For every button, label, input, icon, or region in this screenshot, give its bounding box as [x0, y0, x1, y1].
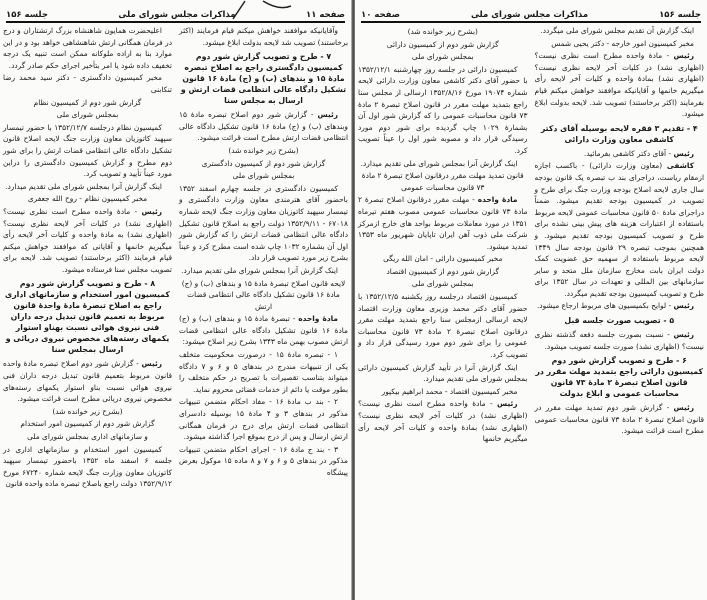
paragraph-text: اینک گزارش آن تقدیم مجلس شورای ملی میگردد. [540, 26, 694, 35]
centered-line [3, 109, 172, 121]
speaker-name: رئیس [673, 403, 694, 413]
paragraph [535, 300, 705, 312]
column-left [358, 25, 528, 446]
column-right [535, 25, 705, 446]
centered-line [179, 145, 348, 157]
paragraph [179, 349, 348, 395]
paragraph [535, 329, 705, 352]
paragraph-text: - تبصرهٔ مادهٔ ۱۵ و بندهای (ب) و (ج) مادهٔ ۱۶ قانون تشکیل دادگاه عالی انتظامی قضات ارتش مصوب بهمن ماه ۱۳۴۳ بشرح زیر اصلاح میشود: [179, 314, 348, 347]
centered-line [358, 170, 528, 193]
speaker-name: رئیس [673, 330, 694, 340]
paragraph-text: - مادهٔ واحده مطرح است نظری نیست؟ (اظهاری نشد) در کلیات آخر لایحه نظری نیست؟ (اظهاری نشد) بمادهٔ واحده و کلیات آخر لایحه رأی میگیریم خانمها و آقایانیکه موافقند خواهش میکنم قیام بفرمایند (اکثر برخاستند) تصویب شد. لایحه بدولت ابلاغ میشود. [534, 51, 704, 119]
paragraph-text: کمیسیون نظام درجلسه ۱۳۵۲/۱۲/۷ با حضور تیمسار سپهبد کاتوزیان معاون وزارت جنگ لایحه اصلاح قانون تشکیل دادگاه عالی انتظامی قضات ارتش را برای شور دوم مطرح و گزارش کمیسیون دادگستری را دراین مورد عیناً تأیید و تصویب کرد. [3, 122, 172, 179]
paragraph-text: - مادهٔ واحده مطرح است نظری نیست؟ (اظهاری نشد) در کلیات آخر لایحه نظری نیست؟ (اظهاری نشد) به مادهٔ واحده و کلیات آخر لایحه رأی میگیریم خانمها و آقایانی که موافقند خواهش میکنم قیام فرمایند (اکثر برخاستند) تصویب شد. لایحه برای تصویب مجلس سنا فرستاده میشود. [3, 206, 172, 274]
paragraph [3, 181, 172, 193]
paragraph [358, 386, 528, 398]
speaker-name: رئیس [317, 110, 338, 120]
speaker-name: مادهٔ واحده [477, 195, 518, 205]
paragraph-text: (معاون وزارت دارائی) - باکسب اجازه ازمقام ریاست، دراجرای بند ب تبصره یک قانون بودجه سال جاری لایحه اصلاح بودجه وزارت جنگ برای طرح و تصویب در کمیسیون بودجه تقدیم میشود. ضمناً دراجرای مادهٔ ۵۰ قانون محاسبات عمومی لایحه مربوط باستفاده از اعتبارات هزینه های پیش بینی نشده برای طرح و تصویب کمیسیون بودجه تقدیم میشود. و همچنین بموجب تبصره ۲۹ قانون بودجه سال ۱۳۴۹ لایحه مربوط باستفاده از سهمیه حق عضویت کمک دولت ایران بابت مخارج سازمان ملل متحد و سایر سازمانهای بین المللی و تعهدات در سال ۱۳۵۲ برای طرح و تصویب کمیسیون بودجه تقدیم میگردد. [534, 161, 704, 298]
paragraph [358, 194, 528, 252]
speaker-name: رئیس [497, 399, 518, 409]
paragraph-text: کمیسیون امور استخدام و سازمانهای اداری در جلسه ۶ اسفند ماه ۱۳۵۲ باحضور تیمسار سپهبد کاتوزیان معاون وزارت جنگ لایحه شماره ۶۷۲۴۰ مورخ ۱۳۵۲/۹/۱۲ دولت راجع باصلاح تبصره ماده واحده قانون [3, 444, 173, 489]
centered-line [358, 51, 528, 63]
paragraph-text: مخبر کمیسیون امور خارجه - دکتر یحیی شمس [551, 38, 694, 48]
paragraph [535, 402, 705, 437]
paragraph-text: - گزارش شور دوم اصلاح تبصره مادهٔ ۱۵ وبندهای (ب) و (ج) مادهٔ ۱۶ قانون تشکیل دادگاه عالی انتظامی قضات ارتش مطرح است قرائت میشود. [179, 110, 348, 143]
paragraph [3, 206, 172, 276]
centered-line [358, 26, 528, 38]
paragraph-text: ۱ - تبصره مادهٔ ۱۵ - درصورت محکومیت متخلف یکی از تنبیهات مندرج در بندهای ۵ و ۶ و ۷ دادگاه میتواند بتناسب تقصیرات با تصریح در حکم متخلف را بطور موقت یا دائم از خدمات قضائی محروم نماید. [179, 350, 348, 394]
paragraph-text: اینک گزارش آنرا بمجلس شورای ملی تقدیم میدارد. [181, 265, 338, 275]
paragraph [179, 265, 348, 277]
running-title: مذاکرات مجلس شورای ملی [470, 10, 589, 20]
paragraph-text: ۲ - بند ب مادهٔ ۱۶ - مفاد احکام متضمن تنبیهات مذکور در بندهای ۳ و ۴ مادهٔ ۱۵ بوسیله دادسرای انتظامی قضات ارتش برای درج در فرمان همگانی ارتش ارسال و پس از درج بموقع اجرا گذاشته میشود. [179, 397, 348, 442]
running-title: مذاکرات مجلس شورای ملی [118, 10, 236, 20]
paragraph-text: گزارش شور دوم از کمیسیون اقتصاد [386, 266, 499, 276]
paragraph [535, 25, 705, 37]
paragraph-text: (بشرح زیر خوانده شد) [228, 145, 299, 155]
centered-line [3, 406, 172, 418]
speaker-name: کاشفی [666, 161, 694, 171]
centered-line [3, 97, 172, 109]
paragraph [179, 313, 348, 348]
centered-line [179, 170, 348, 182]
centered-line [3, 431, 172, 443]
paragraph-text: اعلیحضرت همایون شاهنشاه بزرگ ارتشتاران و درج در فرمان همگانی ارتش شاهنشاهی خواهد بود و در این موارد بنا به اراده ملوکانه ممکن است تنبیه یک درجه تخفیف داده شود یا امر بتأخیر اجرای حکم صادر گردد. [3, 26, 172, 70]
section-heading [3, 278, 172, 355]
paragraph-text: - آقای دکتر کاشفی بفرمائید. [583, 148, 672, 158]
section-heading [535, 355, 705, 399]
right-page [355, 0, 707, 600]
paragraph-text: ۴ - تقدیم ۳ فقره لایحه بوسیله آقای دکتر کاشفی معاون وزارت دارائی [540, 123, 698, 144]
paragraph-text: مخبر کمیسیون نظام - روح الله جعفری [27, 194, 148, 204]
page-number: صفحه ۱۰ [361, 10, 400, 20]
paragraph-text: - مادهٔ واحده مطرح است نظری نیست؟ (اظهاری نشد) در کلیات آخر لایحه نظری نیست؟ (اظهاری نشد) بمادهٔ واحده و کلیات آخر لایحه رأی میگیریم خانمها [358, 399, 528, 444]
paragraph-text: بمجلس شورای ملی [411, 279, 474, 289]
paragraph [179, 444, 348, 479]
paragraph-text: ۵ - تصویب صورت جلسه قبل [564, 316, 675, 326]
paragraph-text: کمیسیون دارائی در جلسه روز چهارشنبه ۱۳۵۲/۱۲/۱ با حضور آقای دکتر کاشفی معاون وزارت دارائی لایحه شماره ۱۹۰۷۴ مورخ ۱۳۵۲/۸/۱۶ ارسالی از مجلس سنا راجع بتمدید مهلت مقرر در قانون اصلاح تبصرهٔ ۲ مادهٔ ۷۳ قانون محاسبات عمومی را که گزارش شور اول آن بشمارهٔ ۱۰۲۹ چاپ گردیده برای شور دوم مورد رسیدگی قرار داد و مصوبه شور اول را عیناً تصویب کرد. [358, 64, 528, 155]
paragraph [535, 148, 705, 160]
paragraph-text: بمجلس شورای ملی [411, 52, 474, 62]
speaker-name: رئیس [673, 301, 694, 311]
paragraph-text: - مهلت مقرر درقانون اصلاح تبصرهٔ ۲ مادهٔ ۷۳ قانون محاسبات عمومی مصوب هفتم تیرماه ۱۳۵۱ در مورد معاملات مربوط بواحد های خارج ازمرکز شرکت ملی ذوب آهن ایران تاپایان شهریور ماه ۱۳۵۳ تمدید میشود. [358, 195, 528, 251]
session-number: جلسه ۱۵۶ [6, 10, 48, 20]
page-header [6, 8, 345, 23]
paragraph-text: - لوایح بکمیسیون های مربوط ارجاع میشود. [536, 301, 672, 311]
paragraph-text: - گزارش شور دوم اصلاح تبصره مادهٔ واحده قانون مربوط بتعمیم قانون تبدیل درجه داران فنی نیروی هوائی نسبت بناو استوار یکمهای رسته‌های مخصوص نیروی دریائی مطرح است قرائت میشود. [3, 359, 172, 404]
paragraph-text: بمجلس شورای ملی [232, 171, 295, 181]
speaker-name: رئیس [673, 51, 694, 61]
column-left [3, 25, 172, 491]
centered-line [3, 418, 172, 430]
centered-line [358, 278, 528, 290]
paragraph [3, 444, 172, 490]
paragraph-text: (بشرح زیر خوانده شد) [52, 406, 123, 416]
paragraph-text: و سازمانهای اداری بمجلس شورای ملی [27, 432, 148, 442]
speaker-name: مادهٔ واحده [298, 314, 338, 324]
paragraph [3, 122, 172, 180]
paragraph [535, 50, 705, 120]
paragraph [179, 109, 348, 144]
paragraph-text: مخبر کمیسیون دادگستری - دکتر سید محمد رضا تنکابنی [3, 73, 172, 94]
centered-line [358, 253, 528, 265]
paragraph-text: اینک گزارش آنرا بمجلس شورای ملی تقدیم میدارد. [360, 158, 518, 168]
text-columns [3, 25, 348, 491]
speaker-name: رئیس [141, 359, 162, 369]
section-heading [179, 51, 348, 106]
session-number: جلسه ۱۵۶ [659, 10, 701, 20]
centered-line [358, 266, 528, 278]
paragraph-text: ۳ - بند ج مادهٔ ۱۶ - اجرای احکام متضمن تنبیهات مذکور در بندهای ۵ و ۶ و ۷ و ۸ ماده ۱۵ موکول بعرض پیشگاه [179, 444, 348, 477]
paragraph-text: گزارش شور دوم از کمیسیون دارائی [386, 39, 499, 49]
paragraph-text: (بشرح زیر خوانده شد) [407, 27, 478, 36]
paragraph-text: اینک گزارش آنرا در تأیید گزارش کمیسیون دارائی بمجلس شورای ملی تقدیم میدارد. [358, 362, 528, 384]
paragraph [3, 358, 172, 404]
paragraph-text: مخبر کمیسیون اقتصاد - محمد ابراهیم بیکپور [381, 386, 518, 396]
paragraph-text: ۶ - طرح و تصویب گزارش شور دوم کمیسیون دارائی راجع بتمدید مهلت مقرر در قانون اصلاح تبصرهٔ ۲ مادهٔ ۷۳ قانون محاسبات عمومی و ابلاغ بدولت [535, 356, 704, 399]
centered-line [358, 39, 528, 51]
paragraph-text: کمیسیون دادگستری در جلسه چهارم اسفند ۱۳۵۲ باحضور آقای هترمندی معاون وزارت دادگستری و تیمسار سپهبد کاتوزیان معاون وزارت جنگ لایحه شماره ۶۷۰۱۸ - ۱۳۵۲/۹/۱۱ دولت راجع به اصلاح قانون تشکیل دادگاه عالی انتظامی قضات ارتش را که گزارش شور اول آن بشماره ۱۰۳۲ چاپ شده است مطرح کرد و عیناً بشرح زیر مورد تصویب قرار داد. [179, 183, 348, 263]
paragraph-text: وآقایانیکه موافقند خواهش میکنم قیام فرمایند (اکثر برخاستند) تصویب شد لایحه بدولت ابلاغ میشود. [179, 26, 348, 47]
left-page [0, 0, 351, 600]
paragraph-text: لایحه قانون اصلاح تبصرهٔ مادهٔ ۱۵ و بندهای (ب) و (ج) مادهٔ ۱۶ قانون تشکیل دادگاه عالی انتظامی قضات ارتش [181, 278, 346, 311]
paragraph-text: ۸ - طرح و تصویب گزارش شور دوم کمیسیون امور استخدام و سازمانهای اداری راجع به اصلاح تبصرهٔ مادهٔ واحدهٔ قانون مربوط به تعمیم قانون تبدیل درجه داران فنی نیروی هوائی نسبت بهناو استوار یکمهای رسته‌های مخصوص نیروی دریائی و ارسال بمجلس سنا [5, 279, 170, 355]
paragraph [358, 291, 528, 361]
paragraph [179, 25, 348, 48]
paragraph [179, 183, 348, 264]
paragraph-text: - نسبت بصورت جلسه دفعه گذشته نظری نیست؟ (اظهاری نشد) صورت جلسه تصویب میشود. [534, 330, 704, 351]
paragraph-text: بمجلس شورای ملی [56, 110, 119, 120]
centered-line [179, 158, 348, 170]
text-columns [358, 25, 704, 446]
paragraph-text: گزارش شور دوم از کمیسیون امور استخدام [20, 419, 155, 429]
section-heading [535, 123, 705, 145]
paragraph [358, 398, 528, 444]
paragraph [3, 72, 172, 95]
paragraph [535, 160, 705, 299]
paragraph-text: کمیسیون اقتصاد درجلسه روز یکشنبه ۱۳۵۲/۱۲/۵ با حضور آقای دکتر محمد وزیری معاون وزارت اقتصاد لایحه ارسالی ازمجلس سنا راجع بتمدید مهلت مقرر درقانون اصلاح تبصرهٔ ۲ مادهٔ ۷۳ قانون محاسبات عمومی را برای شور دوم مورد رسیدگی قرار داد و تصویب کرد. [358, 292, 528, 360]
paragraph [179, 396, 348, 442]
page-number: صفحه ۱۱ [306, 10, 345, 20]
centered-line [3, 193, 172, 205]
paragraph-text: مخبر کمیسیون دارائی - امان الله ریگی [383, 254, 503, 264]
paragraph-text: اینک گزارش آنرا بمجلس شورای ملی تقدیم میدارد. [5, 181, 162, 191]
speaker-name: رئیس [673, 148, 694, 158]
paragraph [358, 158, 528, 170]
paragraph-text: گزارش شور دوم از کمیسیون دادگستری [201, 158, 326, 168]
paragraph-text: قانون تمدید مهلت مقرر درقانون اصلاح تبصرهٔ ۲ مادهٔ ۷۳ قانون محاسبات عمومی [361, 171, 524, 192]
paragraph-text: - گزارش شور دوم تمدید مهلت مقرر در قانون اصلاح تبصرهٔ ۲ مادهٔ ۷۳ قانون محاسبات عمومی مطرح است قرائت میشود. [534, 403, 705, 436]
paragraph [358, 64, 528, 157]
column-right [179, 25, 348, 491]
paragraph [358, 362, 528, 385]
section-heading [535, 315, 705, 326]
paragraph-text: گزارش شور دوم از کمیسیون نظام [33, 97, 142, 107]
paragraph [535, 38, 705, 50]
paragraph-text: ۷ - طرح و تصویب گزارش شور دوم کمیسیون دادگستری راجع به اصلاح تبصره مادهٔ ۱۵ و بندهای (ب) و (ج) مادهٔ ۱۶ قانون تشکیل دادگاه عالی انتظامی قضات ارتش و ارسال به مجلس سنا [180, 52, 347, 106]
page-header [361, 8, 701, 23]
paragraph [3, 25, 172, 71]
centered-line [179, 278, 348, 313]
speaker-name: رئیس [141, 206, 162, 216]
